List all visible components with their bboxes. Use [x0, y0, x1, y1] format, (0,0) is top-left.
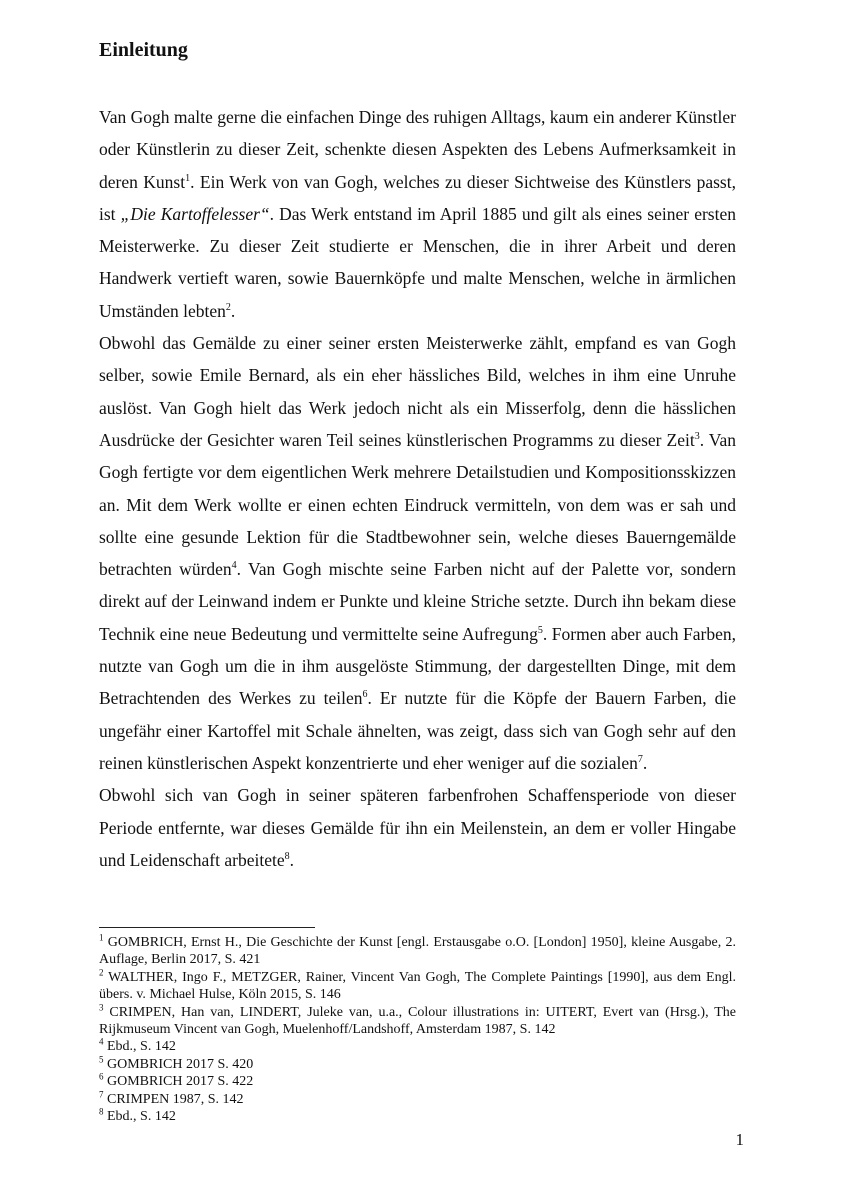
- text-run: .: [642, 752, 648, 773]
- section-heading: Einleitung: [99, 39, 188, 61]
- text-run: .: [230, 300, 236, 321]
- text-run: . Das Werk entstand im April 1885 und gilt als eines seiner ersten Meisterwerke. Zu dieser Zeit studierte er Menschen, die in ihrer Arbeit und deren Handwerk vertieft waren, sowie Bauernköpfe und malte Menschen, welche in ärmlichen Umständen lebten: [99, 203, 736, 321]
- footnote-text: Ebd., S. 142: [103, 1109, 176, 1125]
- footnote-number: 7: [99, 1089, 104, 1099]
- footnote: [99, 969, 736, 1004]
- footnote: [99, 934, 736, 969]
- footnotes: [99, 934, 736, 1125]
- text-run: Obwohl das Gemälde zu einer seiner ersten Meisterwerke zählt, empfand es van Gogh selber, sowie Emile Bernard, als ein eher hässliches Bild, welches in ihm eine Unruhe auslöst. Van Gogh hielt das Werk jedoch nicht als ein Misserfolg, denn die hässlichen Ausdrücke der Gesichter waren Teil seines künstlerischen Programms zu dieser Zeit: [99, 333, 736, 450]
- footnote-reference: 8: [284, 851, 290, 862]
- footnote-reference: 5: [537, 624, 543, 636]
- footnote: [99, 1056, 736, 1073]
- footnote-number: 1: [99, 932, 104, 943]
- footnote-text: GOMBRICH 2017 S. 422: [103, 1074, 254, 1090]
- text-run: Van Gogh malte gerne die einfachen Dinge des ruhigen Alltags, kaum ein anderer Künstler oder Künstlerin zu dieser Zeit, schenkte diesen Aspekten des Lebens Aufmerksamkeit in deren Kunst: [99, 107, 736, 192]
- footnote: [99, 1073, 736, 1090]
- footnote-text: WALTHER, Ingo F., METZGER, Rainer, Vincent Van Gogh, The Complete Paintings [1990], aus dem Engl. übers. v. Michael Hulse, Köln 2015, S. 146: [99, 969, 736, 1003]
- footnote-number: 8: [99, 1106, 104, 1117]
- footnote-number: 5: [99, 1054, 104, 1065]
- text-run: . Van Gogh mischte seine Farben nicht auf der Palette vor, sondern direkt auf der Leinwand indem er Punkte und kleine Striche setzte. Durch ihn bekam diese Technik eine neue Bedeutung und vermittelte seine Aufregung: [99, 559, 736, 644]
- footnote-reference: 3: [694, 431, 700, 443]
- footnote-text: GOMBRICH, Ernst H., Die Geschichte der Kunst [engl. Erstausgabe o.O. [London] 1950], kleine Ausgabe, 2. Auflage, Berlin 2017, S. 421: [99, 935, 736, 968]
- footnote-reference: 7: [637, 754, 643, 766]
- footnote-text: CRIMPEN, Han van, LINDERT, Juleke van, u.a., Colour illustrations in: UITERT, Evert van (Hrsg.), The Rijkmuseum Vincent van Gogh, Muelenhoff/Landshoff, Amsterdam 1987, S. 142: [99, 1004, 736, 1038]
- paragraph: [99, 101, 736, 327]
- footnote-reference: 4: [231, 560, 237, 572]
- footnote-number: 3: [99, 1001, 104, 1012]
- text-run: .: [289, 849, 294, 870]
- page-number: 1: [735, 1130, 744, 1149]
- body-text: [99, 101, 736, 876]
- text-run: Obwohl sich van Gogh in seiner späteren farbenfrohen Schaffensperiode von dieser Periode entfernte, war dieses Gemälde für ihn ein Meilenstein, an dem er voller Hingabe und Leidenschaft arbeitete: [99, 785, 736, 870]
- footnote-number: 4: [99, 1036, 104, 1047]
- footnote-reference: 2: [225, 301, 231, 313]
- footnote-text: CRIMPEN 1987, S. 142: [103, 1091, 244, 1107]
- footnote-reference: 6: [362, 689, 368, 701]
- footnote-number: 2: [99, 967, 104, 978]
- artwork-title: „Die Kartoffelesser“: [120, 203, 270, 224]
- text-run: . Formen aber auch Farben, nutzte van Gogh um die in ihm ausgelöste Stimmung, der dargestellten Dinge, mit dem Betrachtenden des Werkes zu teilen: [99, 623, 736, 709]
- footnote: [99, 1108, 736, 1125]
- footnote-reference: 1: [185, 172, 191, 184]
- paragraph: [99, 327, 736, 779]
- footnote-separator: [99, 927, 315, 928]
- text-run: . Ein Werk von van Gogh, welches zu dieser Sichtweise des Künstlers passt, ist: [99, 171, 736, 224]
- footnote-text: GOMBRICH 2017 S. 420: [103, 1056, 254, 1072]
- footnote: [99, 1091, 736, 1108]
- footnote-number: 6: [99, 1071, 104, 1082]
- footnote: [99, 1001, 736, 1039]
- footnote: [99, 1038, 736, 1055]
- text-run: . Van Gogh fertigte vor dem eigentlichen Werk mehrere Detailstudien und Kompositionsskizzen an. Mit dem Werk wollte er einen echten Eindruck vermitteln, von dem was er sah und sollte eine gesunde Lektion für die Stadtbewohner sein, welche dieses Bauerngemälde betrachten würden: [99, 429, 736, 580]
- paragraph: [99, 779, 736, 876]
- footnote-text: Ebd., S. 142: [103, 1039, 176, 1055]
- text-run: . Er nutzte für die Köpfe der Bauern Farben, die ungefähr einer Kartoffel mit Schale ähnelten, was zeigt, dass sich van Gogh sehr auf den reinen künstlerischen Aspekt konzentrierte und eher weniger auf die sozialen: [99, 688, 736, 773]
